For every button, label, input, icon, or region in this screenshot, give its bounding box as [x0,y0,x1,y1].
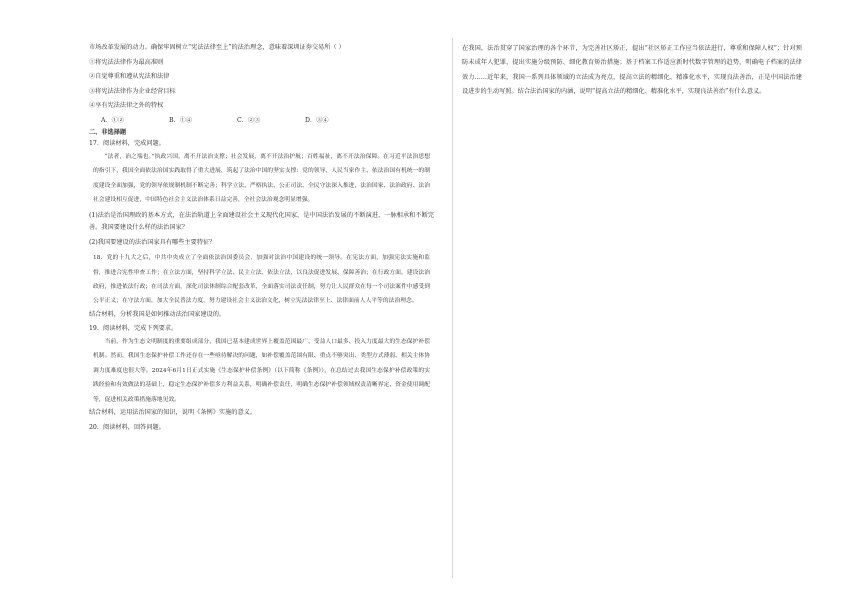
right-column [462,42,802,100]
q16-item-1: ①将宪法法律作为最高准则 [89,58,164,66]
column-divider [452,38,453,578]
q17-sub-question-2: (2)我国要建设的法治国家具有哪些主要特征？ [89,238,216,246]
q16-option-d: D．③④ [305,116,329,124]
q19-title: 19．阅读材料，完成下列要求。 [89,325,178,333]
q17-material: “法者，治之端也。”执政兴国，离不开法治支撑；社会发展，离不开法治护航；百姓福祉，离不开法治保障。在习近平法治思想的指引下，我国全面依法治国实践取得了重大进展，筑起了法治中国的坚实支撑：党的领导、人民当家作主、依法治国有机统一的制度建设全面加强，党的领导依规制机制不断完善；科学立法、严格执法、公正司法、全民守法深入推进，法治国家、法治政府、法治社会建设相互促进，中国特色社会主义法治体系日益完善，全社会法治观念明显增强。 [93,153,430,203]
q18-prompt: 结合材料，分析我国是如何推动法治国家建设的。 [89,310,226,318]
q16-option-b: B．①④ [169,116,193,124]
q20-title: 20．阅读材料，回答问题。 [89,423,165,431]
q19-material: 当前，作为生态文明制度的重要组成部分，我国已基本建成世界上覆盖范围最广、受益人口最多、投入力度最大的生态保护补偿机制。然而，我国生态保护补偿工作还存在一些亟待解决的问题，如补偿覆盖范围有限、重点不够突出、类型方式薄弱、相关主体协调力度难度也很大等。2024年6月1日正式实施《生态保护补偿条例》（以下简称《条例》），在总结过去我国生态保护补偿政策的实践经验和有效做法的基础上，稳定生态保护补偿多方利益关系，明确补偿责任，明确生态保护补偿领域权责清晰界定、资金使用调配等，促进相关政策措施落地见效。 [93,338,430,403]
q16-options [89,115,434,127]
section-title: 二、非选择题 [89,128,127,136]
q16-item-4: ④享有宪法法律之外的特权 [89,102,164,110]
q16-option-c: C．②③ [237,116,261,124]
q17-sub-question-1: (1)法治是治国理政的基本方式，在法治轨道上全面建设社会主义现代化国家，是中国法治发展的不断演进、一脉相承和不断完善。我国要建设什么样的法治国家？ [89,212,434,231]
q16-stem: 市场改革发展的动力。确保牢固树立“宪法法律至上”的法治理念，意味着深圳证券交易所（ ） [89,44,345,51]
q18-text: 18．党的十九大之后，中共中央成立了全面依法治国委员会，加强对法治中国建设的统一领导。在宪法方面，加强宪法实施和监督，推进合宪性审查工作；在立法方面，坚持科学立法、民主立法、依法立法，以良法促进发展、保障善治；在行政方面，建设法治政府，推进依法行政；在司法方面，深化司法体制综合配套改革，全面落实司法责任制，努力让人民群众在每一个司法案件中感受到公平正义；在守法方面，加大全民普法力度，努力建设社会主义法治文化，树立宪法法律至上、法律面前人人平等的法治理念。 [93,255,430,305]
q17-title: 17．阅读材料，完成问题。 [89,140,165,148]
q16-item-3: ③将宪法法律作为企业经营目标 [89,87,176,95]
left-column [89,42,434,433]
q16-option-a: A．①② [101,116,125,124]
q20-material: 在我国，法治贯穿了国家治理的各个环节，为完善社区矫正，提出“社区矫正工作应当依法进行，尊重和保障人权”；针对预防未成年人犯罪，提出实施分级预防、细化教育矫治措施；基于档案工作适应新时代数字管理的趋势，明确电子档案的法律效力……近年来，我国一系列具体领域的立法成为亮点，提高立法的精细化、精准化水平，实现良法善治，正是中国法治建设进步的生动写照。结合法治国家的内涵，说明“提高立法的精细化、精准化水平，实现良法善治”有什么意义。 [462,45,802,96]
q16-item-2: ②自觉尊重和遵从宪法和法律 [89,73,170,81]
q19-prompt: 结合材料，运用法治国家的知识，说明《条例》实施的意义。 [89,409,257,416]
